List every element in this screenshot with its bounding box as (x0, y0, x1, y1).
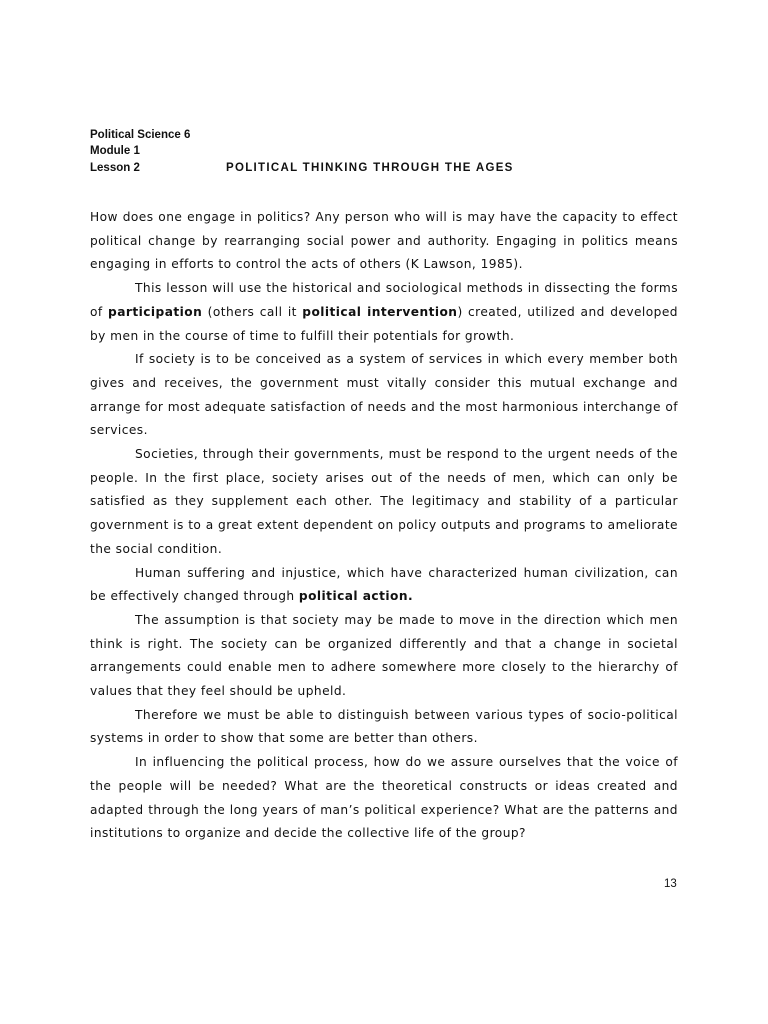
paragraph-text: Human suffering and injustice, which have characterized human civilization, can be effectively changed through (90, 565, 678, 604)
body-paragraph (90, 277, 678, 348)
bold-term: participation (108, 304, 203, 319)
module-label: Module 1 (90, 145, 140, 157)
body-paragraph (90, 751, 678, 846)
body-paragraph (90, 348, 678, 443)
body-paragraph (90, 562, 678, 609)
body-paragraph (90, 206, 678, 277)
lesson-label: Lesson 2 (90, 162, 140, 174)
paragraph-text: Therefore we must be able to distinguish between various types of socio-political systems in order to show that some are better than others. (90, 707, 678, 746)
bold-term: political intervention (302, 304, 458, 319)
bold-term: political action. (298, 589, 414, 604)
body-paragraph (90, 704, 678, 751)
body-text (90, 206, 678, 846)
paragraph-text: The assumption is that society may be made to move in the direction which men think is right. The society can be organized differently and that a change in societal arrangements could enable men to adhere somewhere more closely to the hierarchy of values that they feel should be upheld. (90, 612, 678, 699)
course-label: Political Science 6 (90, 129, 191, 141)
paragraph-text: (others call it (202, 304, 303, 319)
body-paragraph (90, 609, 678, 704)
page-number: 13 (664, 878, 677, 890)
paragraph-text: ) created, utilized and developed by men in the course of time to fulfill their potentials for growth. (90, 304, 678, 343)
paragraph-text: How does one engage in politics? Any person who will is may have the capacity to effect political change by rearranging social power and authority. Engaging in politics means engaging in efforts to control the acts of others (K Lawson, 1985). (90, 210, 678, 272)
paragraph-text: This lesson will use the historical and sociological methods in dissecting the forms of (90, 281, 678, 319)
paragraph-text: If society is to be conceived as a system of services in which every member both gives and receives, the government must vitally consider this mutual exchange and arrange for most adequate satisfaction of needs and the most harmonious interchange of services. (90, 352, 678, 438)
paragraph-text: Societies, through their governments, must be respond to the urgent needs of the people. In the first place, society arises out of the needs of men, which can only be satisfied as they supplement each other. The legitimacy and stability of a particular government is to a great extent dependent on policy outputs and programs to ameliorate the social condition. (90, 447, 678, 556)
body-paragraph (90, 443, 678, 562)
lesson-title: POLITICAL THINKING THROUGH THE AGES (226, 162, 514, 174)
paragraph-text: In influencing the political process, how do we assure ourselves that the voice of the people will be needed? What are the theoretical constructs or ideas created and adapted through the long years of man’s political experience? What are the patterns and institutions to organize and decide the collective life of the group? (90, 755, 678, 841)
